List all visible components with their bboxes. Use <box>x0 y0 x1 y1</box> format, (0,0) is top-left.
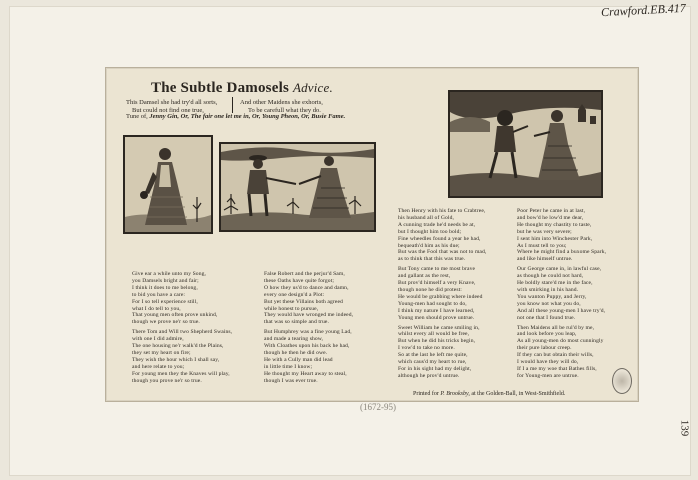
verse-line: But was the Fool that was not to mad, <box>398 249 487 256</box>
stanza <box>517 208 606 263</box>
header-left-line-1: This Damsel she had try'd all sorts, <box>126 99 218 106</box>
verse-line: as though he could not hard, <box>517 273 584 280</box>
verse-line: Sweet William he came smiling in, <box>398 324 480 331</box>
verse-line: these Oaths have quite forgot; <box>264 277 335 284</box>
stanza <box>517 266 606 321</box>
title-main: The Subtle Damosels <box>151 80 289 96</box>
stanza <box>398 266 486 321</box>
title-italic: Advice. <box>292 80 333 95</box>
verse-line: For young men they the Knaves will play, <box>132 370 230 377</box>
verse-line: He with a Cully man did lead <box>264 356 333 363</box>
verse-line: As I must tell to you; <box>517 242 567 249</box>
verse-line: but he was very severe; <box>517 228 572 235</box>
verse-line: A cunning trade he'd needs be at, <box>398 221 476 228</box>
verse-line: Then Henry with his fate to Crabtree, <box>398 208 486 214</box>
verse-line: But yet these Villains both agreed <box>264 298 343 305</box>
verse-line: You wanton Puppy, and Jerry, <box>517 293 587 300</box>
verse-line: not one that I found true. <box>517 314 576 321</box>
verse-line: that was so simple and true. <box>264 319 329 326</box>
verse-line: I think it does to me belong, <box>132 284 198 291</box>
verse-line: you Damsels bright and fair; <box>132 277 199 284</box>
verse-line: I think my nature I have learned, <box>398 307 475 314</box>
verse-line: For in his sight had my delight, <box>398 365 472 372</box>
verse-column-1 <box>132 271 232 388</box>
pencil-date-note: (1672-95) <box>360 402 396 412</box>
ballad-title <box>151 80 333 97</box>
verse-line: They would have wronged me indeed, <box>264 312 354 319</box>
verse-line: So at the last he left me quite, <box>398 352 468 359</box>
verse-column-2 <box>264 271 353 388</box>
page-number: 139 <box>677 419 690 437</box>
stanza <box>398 325 486 380</box>
library-stamp-icon <box>612 368 632 394</box>
verse-line: though he then he did owe. <box>264 349 328 356</box>
verse-line: He thought my chastity to taste, <box>517 221 592 228</box>
verse-column-3 <box>398 208 486 383</box>
verse-line: they set my heart on fire; <box>132 349 191 356</box>
printer-name: P. Brooksby, <box>440 391 470 397</box>
verse-line: The one housing ne'r walk'd the Plains, <box>132 343 224 350</box>
verse-line: and made a tearing show, <box>264 336 324 343</box>
verse-line: with smirking in his hand. <box>517 286 579 293</box>
verse-line: bequeath'd him as his due; <box>398 242 460 249</box>
verse-line: I sent him into Winchester Park, <box>517 235 593 242</box>
verse-line: With Cloathes upon his back he had, <box>264 343 350 350</box>
verse-line: though we prove ne'r so true. <box>132 319 200 326</box>
shelfmark-label: Crawford.EB.417 <box>600 0 687 20</box>
verse-line: They wish the hour which I shall say, <box>132 356 220 363</box>
verse-line: I vow'd to take no more. <box>398 345 455 352</box>
stanza <box>517 325 606 380</box>
verse-line: whilst every all would be free, <box>398 331 470 338</box>
verse-line: Poor Peter he came in at last, <box>517 208 586 214</box>
broadside-sheet <box>105 67 639 402</box>
verse-line: As all young-men do most cunningly <box>517 338 604 345</box>
verse-line: Give ear a while unto my Song, <box>132 271 206 277</box>
verse-line: in little time I know; <box>264 363 313 370</box>
verse-line: O how they us'd to dance and damn, <box>264 284 349 291</box>
verse-line: what I do tell to you, <box>132 305 181 312</box>
verse-line: although he prov'd untrue. <box>398 372 460 379</box>
tune-names: Jenny Gin, Or, The fair one let me in, Or, Young Pheon, Or, Busie Fame. <box>149 113 346 120</box>
verse-line: If I a me my woe that Bathes fills, <box>517 365 597 372</box>
verse-line: Fine wheedles found a year he had, <box>398 235 481 242</box>
verse-line: but I thought him too bold; <box>398 228 462 235</box>
verse-line: though I was ever true. <box>264 377 318 384</box>
verse-line: which caus'd my heart to rue, <box>398 359 467 366</box>
verse-line: But when he did his tricks begin, <box>398 338 476 345</box>
verse-line: with one I did admire, <box>132 336 184 343</box>
verse-line: Young-men had sought to do, <box>398 300 467 307</box>
verse-line: and like himself untrue. <box>517 256 573 263</box>
printer-prefix: Printed for <box>413 391 439 397</box>
verse-line: For I so tell experience still, <box>132 298 198 305</box>
verse-line: while honest to pursue, <box>264 305 319 312</box>
stanza <box>264 329 353 384</box>
tune-prefix: Tune of, <box>126 113 148 120</box>
header-right-line-2: To be carefull what they do. <box>248 107 321 114</box>
standing-lady-figure <box>125 137 211 232</box>
verse-line: and gallant as the rest, <box>398 273 451 280</box>
verse-column-4 <box>517 208 606 383</box>
verse-line: and here relate to you; <box>132 363 185 370</box>
verse-line: Young men should prove untrue. <box>398 314 475 321</box>
stanza <box>264 271 353 326</box>
printer-imprint <box>413 391 565 397</box>
verse-line: But Tony came to me most brave <box>398 266 476 273</box>
verse-line: and look before you leap, <box>517 331 577 338</box>
courting-couple-figures <box>450 92 601 196</box>
verse-line: you know not what you do, <box>517 300 581 307</box>
verse-line: Our George came in, in lawful case, <box>517 266 602 273</box>
header-left-line-2: But could not find one true, <box>132 107 204 114</box>
verse-line: every one design'd a Plot: <box>264 291 325 298</box>
stanza <box>398 208 486 263</box>
verse-line: There Tom and Will two Shepherd Swains, <box>132 329 233 336</box>
couple-dancing-woodcut <box>219 142 376 232</box>
verse-line: and bow'd he low'd me dear, <box>517 214 584 221</box>
verse-line: for Young-men are untrue. <box>517 372 579 379</box>
verse-line: his husband all of Gold, <box>398 214 455 221</box>
stanza <box>132 329 232 384</box>
header-divider <box>232 97 233 113</box>
verse-line: He would be grabbing where indeed <box>398 293 483 300</box>
printer-address: at the Golden-Ball, in West-Smithfield. <box>471 391 566 397</box>
courting-couple-woodcut <box>448 90 603 198</box>
verse-line: If they can but obtain their wills, <box>517 352 594 359</box>
tune-line <box>126 113 345 120</box>
verse-line: to bid you have a care: <box>132 291 186 298</box>
couple-dancing-figures <box>221 144 374 230</box>
standing-lady-woodcut <box>123 135 213 234</box>
verse-line: False Robert and the perjur'd Sam, <box>264 271 345 277</box>
verse-line: And all these young-men I have try'd, <box>517 307 606 314</box>
verse-line: He thought my Heart away to steal, <box>264 370 347 377</box>
verse-line: their pure labour creep. <box>517 345 572 352</box>
verse-line: Where he might find a buxome Spark, <box>517 249 607 256</box>
verse-line: as to think that this was true. <box>398 256 466 263</box>
verse-line: But prov'd himself a very Knave, <box>398 280 476 287</box>
verse-line: He boldly stare'd me in the face, <box>517 280 593 287</box>
verse-line: But Humphrey was a fine young Lad, <box>264 329 352 336</box>
verse-line: That young men often prove unkind, <box>132 312 218 319</box>
verse-line: though you prove ne'r so true. <box>132 377 202 384</box>
verse-line: I would have they will do, <box>517 359 579 366</box>
header-right-line-1: And other Maidens she exhorts, <box>240 99 323 106</box>
verse-line: though none he did protest: <box>398 286 462 293</box>
stanza <box>132 271 232 326</box>
verse-line: Then Maidens all be rul'd by me, <box>517 324 595 331</box>
